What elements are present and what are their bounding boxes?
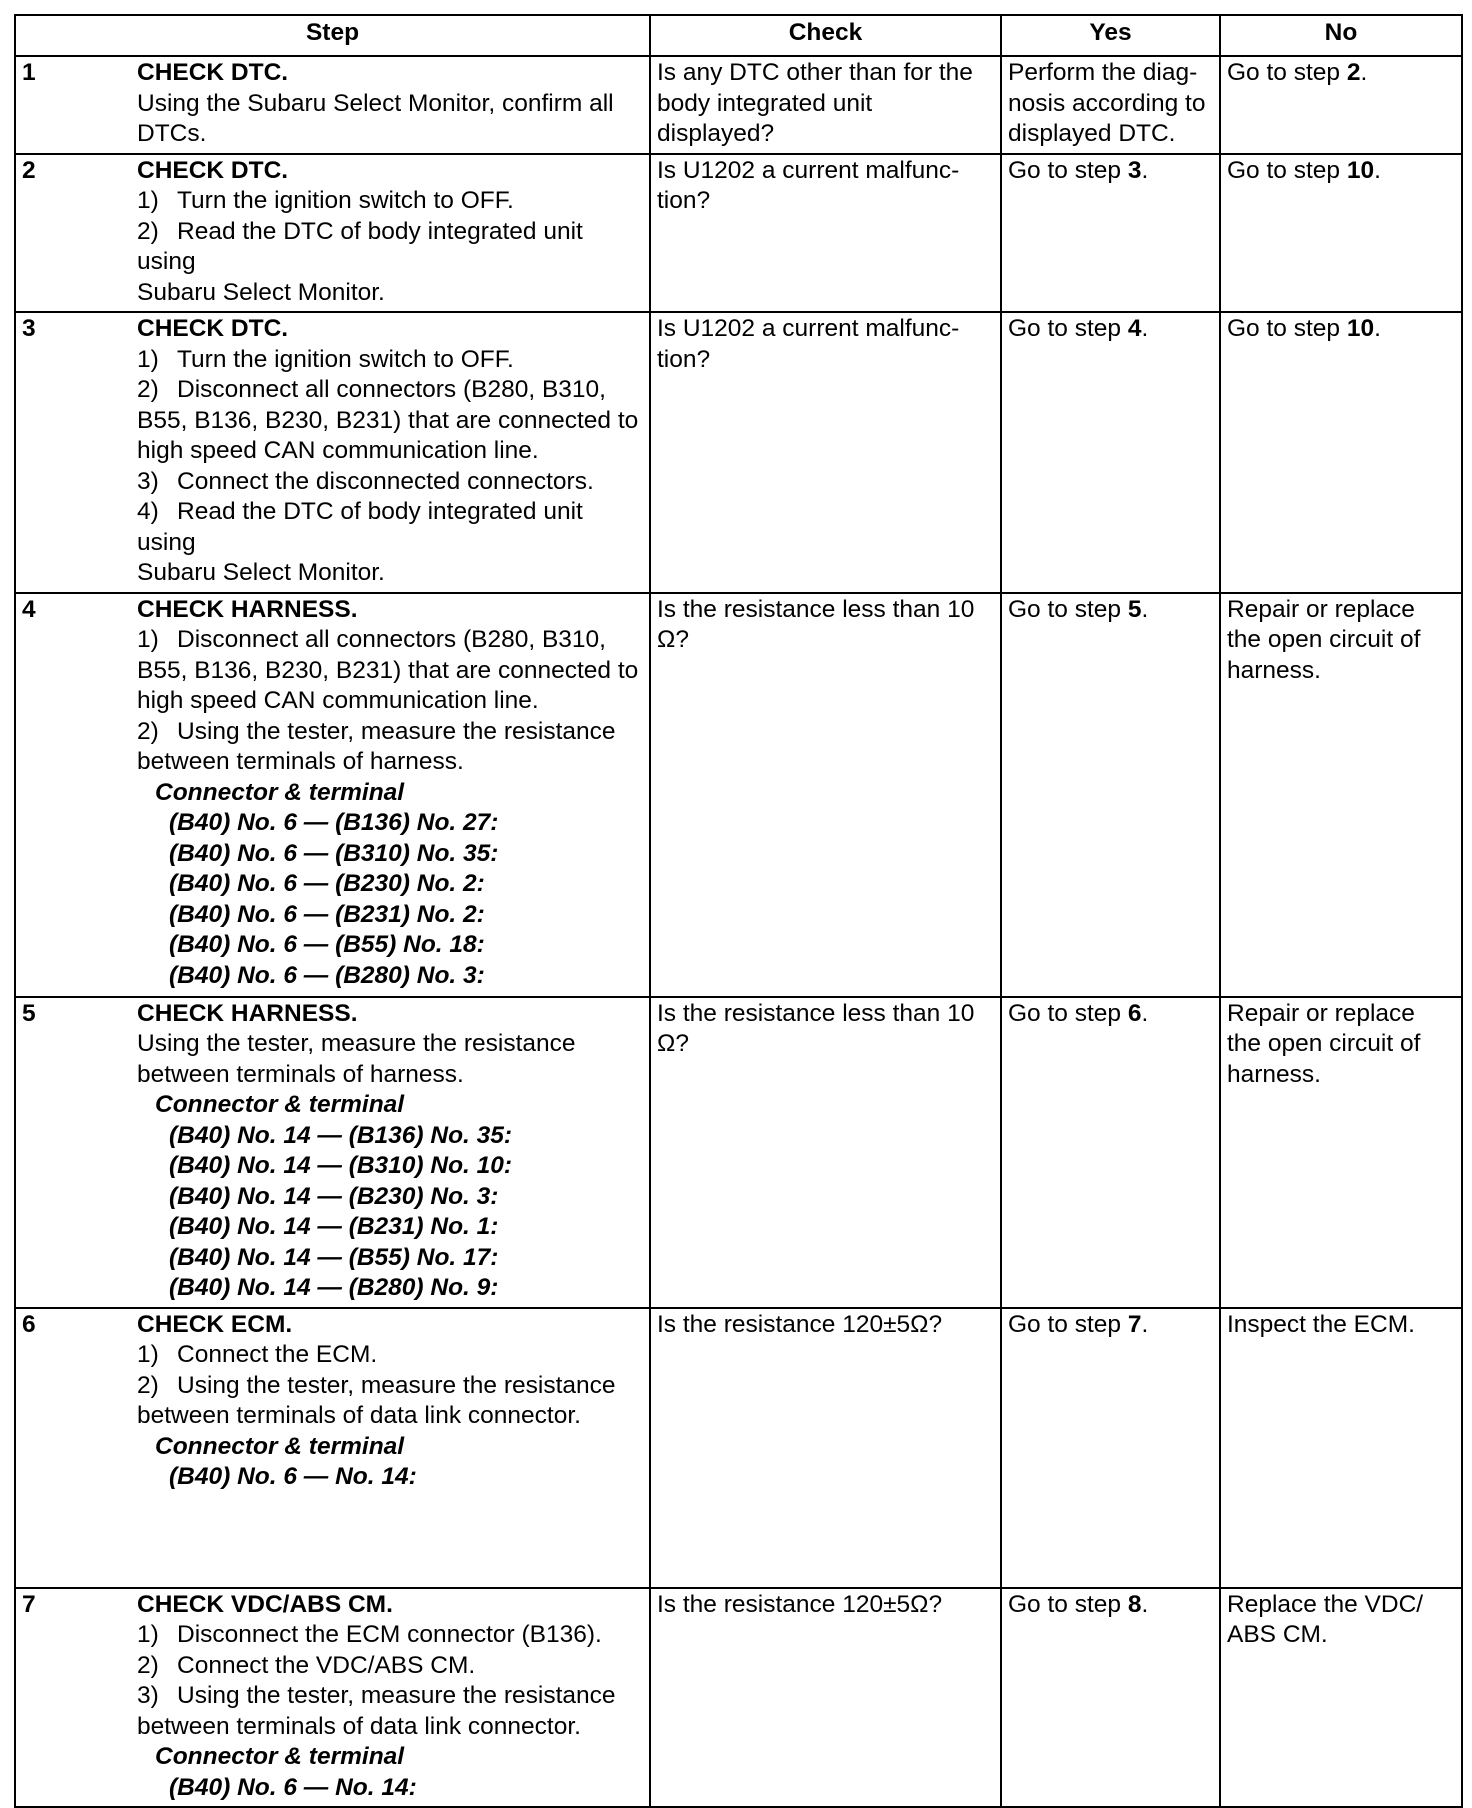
check-text: Is the resistance 120±5Ω? — [657, 1310, 943, 1338]
no-text: the open circuit of — [1227, 626, 1421, 653]
check-text: Is any DTC other than for the — [657, 59, 973, 86]
step-text: between terminals of harness. — [137, 748, 464, 775]
step-cell — [15, 1588, 650, 1808]
yes-cell — [1001, 312, 1220, 593]
no-cell — [1220, 154, 1462, 313]
check-cell — [650, 56, 1001, 154]
yes-step-ref: 5 — [1127, 595, 1142, 623]
step-cell — [15, 593, 650, 997]
connector-terminal-spec: (B40) No. 6 — No. 14: — [169, 1463, 417, 1490]
no-text: Inspect the ECM. — [1227, 1310, 1415, 1338]
connector-terminal-spec: (B40) No. 6 — (B231) No. 2: — [169, 900, 485, 928]
check-text: tion? — [657, 345, 711, 373]
step-text: Using the tester, measure the resistance — [137, 1030, 576, 1057]
yes-text: Go to step — [1008, 595, 1128, 623]
table-row — [15, 1308, 1462, 1588]
yes-text-suffix: . — [1141, 999, 1149, 1027]
no-text: ABS CM. — [1227, 1621, 1328, 1648]
substep-index: 1) — [137, 187, 159, 214]
step-title: CHECK HARNESS. — [137, 999, 358, 1027]
step-title: CHECK DTC. — [137, 59, 289, 86]
step-title: CHECK VDC/ABS CM. — [137, 1590, 393, 1618]
yes-step-ref: 4 — [1127, 315, 1142, 342]
substep — [137, 345, 643, 376]
substep-text: Disconnect the ECM connector (B136). — [177, 1621, 602, 1648]
substep-index: 3) — [137, 1682, 159, 1709]
substep-text: Disconnect all connectors (B280, B310, — [177, 626, 606, 653]
connector-terminal-spec: (B40) No. 6 — (B280) No. 3: — [169, 961, 485, 989]
table-row — [15, 154, 1462, 313]
header-no: No — [1220, 15, 1462, 56]
yes-text: Go to step — [1008, 1310, 1128, 1338]
step-title: CHECK DTC. — [137, 315, 289, 342]
substep — [137, 186, 643, 217]
substep — [137, 1651, 643, 1682]
yes-text-suffix: . — [1141, 1590, 1149, 1618]
substep — [137, 375, 643, 406]
substep-index: 1) — [137, 1341, 159, 1368]
yes-step-ref: 6 — [1127, 999, 1142, 1027]
substep — [137, 717, 643, 748]
substep-index: 1) — [137, 1621, 159, 1648]
step-title: CHECK ECM. — [137, 1310, 293, 1338]
substep-index: 4) — [137, 498, 159, 525]
step-text: high speed CAN communication line. — [137, 687, 539, 714]
table-row — [15, 1588, 1462, 1808]
header-check: Check — [650, 15, 1001, 56]
check-text: Is the resistance less than 10 Ω? — [657, 595, 975, 653]
yes-cell — [1001, 593, 1220, 997]
no-text: Replace the VDC/ — [1227, 1590, 1424, 1618]
step-number: 4 — [22, 595, 36, 623]
no-cell — [1220, 1308, 1462, 1588]
step-text: between terminals of data link connector. — [137, 1712, 581, 1740]
step-text: B55, B136, B230, B231) that are connected to — [137, 656, 639, 684]
no-step-ref: 10 — [1346, 315, 1375, 342]
connector-terminal-spec: (B40) No. 14 — (B230) No. 3: — [169, 1182, 499, 1210]
no-text-suffix: . — [1360, 59, 1368, 86]
substep-index: 2) — [137, 1651, 159, 1679]
substep — [137, 1681, 643, 1712]
no-text: harness. — [1227, 1060, 1321, 1088]
yes-cell — [1001, 1308, 1220, 1588]
step-cell — [15, 154, 650, 313]
substep-text: Read the DTC of body integrated unit using — [137, 498, 583, 556]
step-cell — [15, 56, 650, 154]
step-text: between terminals of harness. — [137, 1060, 464, 1088]
substep-text: Disconnect all connectors (B280, B310, — [177, 376, 606, 403]
step-cell — [15, 312, 650, 593]
step-number: 3 — [22, 315, 36, 342]
table-row — [15, 593, 1462, 997]
table-row — [15, 56, 1462, 154]
yes-text-suffix: . — [1141, 156, 1149, 184]
no-step-ref: 2 — [1346, 59, 1361, 86]
substep — [137, 625, 643, 656]
connector-terminal-spec: (B40) No. 6 — (B136) No. 27: — [169, 809, 499, 836]
check-cell — [650, 1308, 1001, 1588]
connector-terminal-spec: (B40) No. 14 — (B310) No. 10: — [169, 1152, 513, 1179]
substep-index: 2) — [137, 717, 159, 745]
check-text: Is U1202 a current malfunc- — [657, 315, 960, 342]
no-cell — [1220, 593, 1462, 997]
connector-terminal-heading: Connector & terminal — [155, 1091, 405, 1118]
yes-cell — [1001, 56, 1220, 154]
step-number: 1 — [22, 59, 36, 86]
yes-text: Go to step — [1008, 156, 1128, 184]
substep-index: 2) — [137, 376, 159, 403]
yes-text-suffix: . — [1141, 315, 1149, 342]
yes-text: Go to step — [1008, 315, 1128, 342]
yes-text: Go to step — [1008, 1590, 1128, 1618]
step-text: DTCs. — [137, 120, 207, 147]
step-cell — [15, 997, 650, 1308]
substep-text: Using the tester, measure the resistance — [177, 1682, 616, 1709]
no-text: Go to step — [1227, 59, 1347, 86]
connector-terminal-heading: Connector & terminal — [155, 1432, 405, 1460]
substep-index: 2) — [137, 217, 159, 245]
no-cell — [1220, 1588, 1462, 1808]
yes-text: displayed DTC. — [1008, 120, 1176, 147]
check-cell — [650, 154, 1001, 313]
no-text: Repair or replace — [1227, 595, 1415, 623]
no-text: Repair or replace — [1227, 999, 1415, 1027]
no-cell — [1220, 997, 1462, 1308]
yes-cell — [1001, 997, 1220, 1308]
substep-index: 1) — [137, 626, 159, 653]
no-cell — [1220, 56, 1462, 154]
step-title: CHECK HARNESS. — [137, 595, 358, 623]
check-text: Is U1202 a current malfunc- — [657, 156, 960, 184]
step-text: B55, B136, B230, B231) that are connected to — [137, 406, 639, 434]
diagnostic-table — [14, 14, 1463, 1808]
connector-terminal-heading: Connector & terminal — [155, 1743, 405, 1770]
check-text: tion? — [657, 187, 711, 214]
substep-text: Connect the VDC/ABS CM. — [177, 1651, 476, 1679]
yes-cell — [1001, 1588, 1220, 1808]
check-cell — [650, 312, 1001, 593]
step-text: Subaru Select Monitor. — [137, 278, 385, 306]
step-text: Subaru Select Monitor. — [137, 559, 385, 586]
substep-text: Using the tester, measure the resistance — [177, 717, 616, 745]
yes-text: Go to step — [1008, 999, 1128, 1027]
step-number: 7 — [22, 1590, 36, 1618]
connector-terminal-spec: (B40) No. 6 — (B230) No. 2: — [169, 870, 485, 897]
substep-text: Connect the ECM. — [177, 1341, 378, 1368]
check-text: Is the resistance less than 10 Ω? — [657, 999, 975, 1057]
check-text: Is the resistance 120±5Ω? — [657, 1590, 943, 1618]
yes-text-suffix: . — [1141, 595, 1149, 623]
check-cell — [650, 997, 1001, 1308]
yes-step-ref: 7 — [1127, 1310, 1142, 1338]
yes-text: nosis according to — [1008, 89, 1206, 117]
table-row — [15, 312, 1462, 593]
no-text: Go to step — [1227, 156, 1347, 184]
no-step-ref: 10 — [1346, 156, 1375, 184]
no-text-suffix: . — [1374, 156, 1381, 184]
substep-text: Read the DTC of body integrated unit using — [137, 217, 583, 275]
no-text: Go to step — [1227, 315, 1347, 342]
substep-index: 1) — [137, 345, 159, 373]
connector-terminal-spec: (B40) No. 6 — No. 14: — [169, 1773, 417, 1801]
connector-terminal-spec: (B40) No. 6 — (B55) No. 18: — [169, 931, 485, 958]
step-number: 2 — [22, 156, 36, 184]
substep-index: 2) — [137, 1371, 159, 1399]
substep — [137, 467, 643, 498]
header-row — [15, 15, 1462, 56]
substep — [137, 1340, 643, 1371]
connector-terminal-spec: (B40) No. 14 — (B231) No. 1: — [169, 1213, 499, 1240]
connector-terminal-heading: Connector & terminal — [155, 778, 405, 806]
connector-terminal-spec: (B40) No. 6 — (B310) No. 35: — [169, 839, 499, 867]
step-number: 6 — [22, 1310, 36, 1338]
yes-cell — [1001, 154, 1220, 313]
connector-terminal-spec: (B40) No. 14 — (B136) No. 35: — [169, 1121, 513, 1149]
check-cell — [650, 593, 1001, 997]
header-step: Step — [15, 15, 650, 56]
substep — [137, 217, 643, 278]
step-cell — [15, 1308, 650, 1588]
step-text: between terminals of data link connector. — [137, 1402, 581, 1429]
substep-text: Turn the ignition switch to OFF. — [177, 345, 514, 373]
substep — [137, 1620, 643, 1651]
step-text: high speed CAN communication line. — [137, 437, 539, 464]
yes-step-ref: 8 — [1127, 1590, 1142, 1618]
no-text-suffix: . — [1374, 315, 1381, 342]
substep-text: Turn the ignition switch to OFF. — [177, 187, 514, 214]
no-text: harness. — [1227, 656, 1321, 684]
no-cell — [1220, 312, 1462, 593]
substep — [137, 1371, 643, 1402]
check-cell — [650, 1588, 1001, 1808]
step-text: Using the Subaru Select Monitor, confirm all — [137, 89, 614, 117]
connector-terminal-spec: (B40) No. 14 — (B55) No. 17: — [169, 1243, 499, 1271]
yes-step-ref: 3 — [1127, 156, 1142, 184]
substep-text: Using the tester, measure the resistance — [177, 1371, 616, 1399]
substep — [137, 497, 643, 558]
header-yes: Yes — [1001, 15, 1220, 56]
yes-text: Perform the diag- — [1008, 59, 1198, 86]
substep-text: Connect the disconnected connectors. — [177, 467, 594, 495]
check-text: body integrated unit displayed? — [657, 89, 873, 147]
substep-index: 3) — [137, 467, 159, 495]
step-number: 5 — [22, 999, 36, 1027]
yes-text-suffix: . — [1141, 1310, 1149, 1338]
table-row — [15, 997, 1462, 1308]
step-title: CHECK DTC. — [137, 156, 289, 184]
connector-terminal-spec: (B40) No. 14 — (B280) No. 9: — [169, 1274, 499, 1301]
no-text: the open circuit of — [1227, 1030, 1421, 1057]
